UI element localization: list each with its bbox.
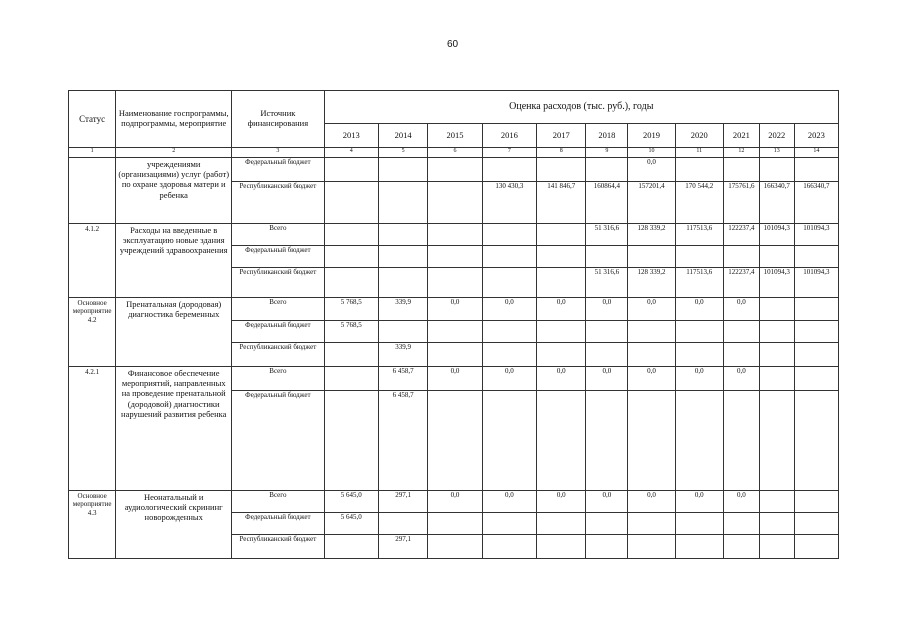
- value-cell: [794, 298, 838, 321]
- value-cell: 101094,3: [759, 268, 794, 298]
- value-cell: [324, 343, 378, 367]
- row-source: Республиканский бюджет: [232, 535, 324, 559]
- row-name: Финансовое обеспечение мероприятий, направленных на проведение пренатальной (дородовой) диагностики нарушений развития ребенка: [116, 367, 232, 491]
- value-cell: 0,0: [723, 491, 759, 513]
- row-source: Республиканский бюджет: [232, 268, 324, 298]
- value-cell: [759, 513, 794, 535]
- value-cell: [428, 246, 482, 268]
- year-header: 2013: [324, 124, 378, 148]
- value-cell: 0,0: [586, 491, 628, 513]
- column-number: 12: [723, 148, 759, 158]
- value-cell: 160864,4: [586, 182, 628, 224]
- row-source: Всего: [232, 367, 324, 391]
- value-cell: [537, 268, 586, 298]
- expenditure-table: [68, 90, 839, 559]
- column-number: 4: [324, 148, 378, 158]
- row-source: Федеральный бюджет: [232, 246, 324, 268]
- value-cell: 101094,3: [794, 268, 838, 298]
- value-cell: 0,0: [482, 298, 536, 321]
- value-cell: [378, 246, 427, 268]
- value-cell: 297,1: [378, 491, 427, 513]
- value-cell: 0,0: [628, 298, 675, 321]
- value-cell: [537, 391, 586, 491]
- value-cell: [482, 246, 536, 268]
- value-cell: [723, 391, 759, 491]
- value-cell: 51 316,6: [586, 268, 628, 298]
- value-cell: [675, 246, 723, 268]
- table-row: [69, 224, 839, 246]
- value-cell: [324, 246, 378, 268]
- column-number: 11: [675, 148, 723, 158]
- value-cell: 0,0: [675, 298, 723, 321]
- row-status: Основное мероприятие 4.2: [69, 298, 116, 367]
- value-cell: [482, 535, 536, 559]
- value-cell: [628, 321, 675, 343]
- value-cell: [759, 246, 794, 268]
- value-cell: [482, 321, 536, 343]
- value-cell: [794, 343, 838, 367]
- value-cell: 175761,6: [723, 182, 759, 224]
- value-cell: [794, 513, 838, 535]
- value-cell: 5 645,0: [324, 491, 378, 513]
- value-cell: 122237,4: [723, 268, 759, 298]
- row-source: Федеральный бюджет: [232, 513, 324, 535]
- value-cell: [723, 343, 759, 367]
- column-number: 3: [232, 148, 324, 158]
- value-cell: 128 339,2: [628, 268, 675, 298]
- value-cell: 0,0: [428, 491, 482, 513]
- value-cell: 0,0: [428, 367, 482, 391]
- column-number: 14: [794, 148, 838, 158]
- column-number: 1: [69, 148, 116, 158]
- row-source: Федеральный бюджет: [232, 321, 324, 343]
- value-cell: [759, 298, 794, 321]
- value-cell: [324, 535, 378, 559]
- value-cell: [482, 158, 536, 182]
- value-cell: 0,0: [586, 367, 628, 391]
- value-cell: [428, 224, 482, 246]
- row-status: Основное мероприятие 4.3: [69, 491, 116, 559]
- column-number: 5: [378, 148, 427, 158]
- value-cell: 101094,3: [759, 224, 794, 246]
- row-source: Республиканский бюджет: [232, 343, 324, 367]
- value-cell: [428, 343, 482, 367]
- value-cell: [378, 158, 427, 182]
- row-status: 4.2.1: [69, 367, 116, 491]
- value-cell: [586, 158, 628, 182]
- year-header: 2016: [482, 124, 536, 148]
- value-cell: [324, 158, 378, 182]
- row-source: Всего: [232, 491, 324, 513]
- value-cell: 0,0: [428, 298, 482, 321]
- value-cell: 0,0: [482, 491, 536, 513]
- value-cell: [378, 224, 427, 246]
- year-header: 2014: [378, 124, 427, 148]
- column-number: 9: [586, 148, 628, 158]
- value-cell: 0,0: [675, 367, 723, 391]
- value-cell: 122237,4: [723, 224, 759, 246]
- value-cell: [794, 391, 838, 491]
- value-cell: [378, 268, 427, 298]
- value-cell: [428, 535, 482, 559]
- column-number: 8: [537, 148, 586, 158]
- column-number: 13: [759, 148, 794, 158]
- value-cell: [586, 391, 628, 491]
- table-row: [69, 367, 839, 391]
- value-cell: [324, 367, 378, 391]
- table-row: [69, 298, 839, 321]
- value-cell: 0,0: [586, 298, 628, 321]
- year-header: 2020: [675, 124, 723, 148]
- value-cell: [759, 343, 794, 367]
- value-cell: 0,0: [723, 367, 759, 391]
- value-cell: 166340,7: [759, 182, 794, 224]
- column-numbers-row: [69, 148, 839, 158]
- value-cell: 6 458,7: [378, 391, 427, 491]
- value-cell: [794, 491, 838, 513]
- value-cell: [723, 535, 759, 559]
- row-status: 4.1.2: [69, 224, 116, 298]
- value-cell: [675, 158, 723, 182]
- value-cell: [628, 391, 675, 491]
- row-name: Расходы на введенные в эксплуатацию новые здания учреждений здравоохранения: [116, 224, 232, 298]
- header-status: Статус: [69, 91, 116, 148]
- table-row: [69, 491, 839, 513]
- value-cell: [482, 391, 536, 491]
- value-cell: 5 768,5: [324, 321, 378, 343]
- value-cell: [675, 513, 723, 535]
- year-header: 2018: [586, 124, 628, 148]
- value-cell: [482, 224, 536, 246]
- row-source: Федеральный бюджет: [232, 158, 324, 182]
- value-cell: [675, 391, 723, 491]
- value-cell: 0,0: [675, 491, 723, 513]
- value-cell: 0,0: [628, 158, 675, 182]
- value-cell: 339,9: [378, 343, 427, 367]
- year-header: 2021: [723, 124, 759, 148]
- value-cell: [759, 535, 794, 559]
- value-cell: 128 339,2: [628, 224, 675, 246]
- value-cell: [759, 491, 794, 513]
- value-cell: 0,0: [482, 367, 536, 391]
- value-cell: [723, 321, 759, 343]
- value-cell: [324, 224, 378, 246]
- value-cell: [428, 158, 482, 182]
- value-cell: [428, 268, 482, 298]
- value-cell: [675, 343, 723, 367]
- value-cell: [324, 391, 378, 491]
- value-cell: [482, 268, 536, 298]
- column-number: 2: [116, 148, 232, 158]
- row-source: Федеральный бюджет: [232, 391, 324, 491]
- value-cell: 0,0: [628, 491, 675, 513]
- year-header: 2023: [794, 124, 838, 148]
- value-cell: 141 846,7: [537, 182, 586, 224]
- value-cell: [428, 513, 482, 535]
- value-cell: 157201,4: [628, 182, 675, 224]
- value-cell: 0,0: [723, 298, 759, 321]
- row-source: Всего: [232, 224, 324, 246]
- value-cell: 297,1: [378, 535, 427, 559]
- value-cell: 51 316,6: [586, 224, 628, 246]
- value-cell: [428, 321, 482, 343]
- value-cell: [378, 182, 427, 224]
- value-cell: 5 645,0: [324, 513, 378, 535]
- value-cell: [794, 246, 838, 268]
- value-cell: [723, 513, 759, 535]
- row-source: Всего: [232, 298, 324, 321]
- row-name: Неонатальный и аудиологический скрининг новорожденных: [116, 491, 232, 559]
- year-header: 2017: [537, 124, 586, 148]
- value-cell: [537, 224, 586, 246]
- value-cell: [628, 513, 675, 535]
- value-cell: [537, 513, 586, 535]
- value-cell: [759, 321, 794, 343]
- value-cell: [428, 391, 482, 491]
- header-name: Наименование госпрограммы, подпрограммы, мероприятие: [116, 91, 232, 148]
- value-cell: [628, 535, 675, 559]
- value-cell: [794, 321, 838, 343]
- value-cell: 339,9: [378, 298, 427, 321]
- table-row: [69, 158, 839, 182]
- page-number: 60: [446, 39, 459, 50]
- value-cell: [537, 246, 586, 268]
- year-header: 2015: [428, 124, 482, 148]
- row-source: Республиканский бюджет: [232, 182, 324, 224]
- value-cell: [378, 321, 427, 343]
- value-cell: [794, 158, 838, 182]
- value-cell: 0,0: [537, 491, 586, 513]
- value-cell: [537, 321, 586, 343]
- value-cell: 5 768,5: [324, 298, 378, 321]
- value-cell: [586, 343, 628, 367]
- value-cell: [675, 535, 723, 559]
- value-cell: 0,0: [537, 367, 586, 391]
- value-cell: [794, 367, 838, 391]
- value-cell: [759, 158, 794, 182]
- value-cell: [586, 321, 628, 343]
- value-cell: [675, 321, 723, 343]
- value-cell: [759, 391, 794, 491]
- value-cell: [537, 535, 586, 559]
- header-estimate: Оценка расходов (тыс. руб.), годы: [324, 91, 838, 124]
- value-cell: [723, 158, 759, 182]
- column-number: 10: [628, 148, 675, 158]
- row-status: [69, 158, 116, 224]
- value-cell: [723, 246, 759, 268]
- row-name: учреждениями (организациями) услуг (работ) по охране здоровья матери и ребенка: [116, 158, 232, 224]
- value-cell: [324, 182, 378, 224]
- column-number: 7: [482, 148, 536, 158]
- value-cell: [537, 158, 586, 182]
- year-header: 2019: [628, 124, 675, 148]
- value-cell: [482, 343, 536, 367]
- value-cell: [428, 182, 482, 224]
- year-header: 2022: [759, 124, 794, 148]
- value-cell: 130 430,3: [482, 182, 536, 224]
- value-cell: 6 458,7: [378, 367, 427, 391]
- value-cell: [628, 246, 675, 268]
- row-name: Пренатальная (дородовая) диагностика беременных: [116, 298, 232, 367]
- value-cell: 170 544,2: [675, 182, 723, 224]
- value-cell: [759, 367, 794, 391]
- value-cell: [482, 513, 536, 535]
- value-cell: 117513,6: [675, 268, 723, 298]
- header-row: [69, 91, 839, 124]
- value-cell: [378, 513, 427, 535]
- value-cell: 0,0: [537, 298, 586, 321]
- value-cell: [586, 535, 628, 559]
- value-cell: [537, 343, 586, 367]
- value-cell: 166340,7: [794, 182, 838, 224]
- value-cell: 117513,6: [675, 224, 723, 246]
- header-source: Источник финансирования: [232, 91, 324, 148]
- value-cell: [586, 246, 628, 268]
- column-number: 6: [428, 148, 482, 158]
- value-cell: [586, 513, 628, 535]
- value-cell: [628, 343, 675, 367]
- value-cell: 0,0: [628, 367, 675, 391]
- value-cell: [324, 268, 378, 298]
- value-cell: 101094,3: [794, 224, 838, 246]
- value-cell: [794, 535, 838, 559]
